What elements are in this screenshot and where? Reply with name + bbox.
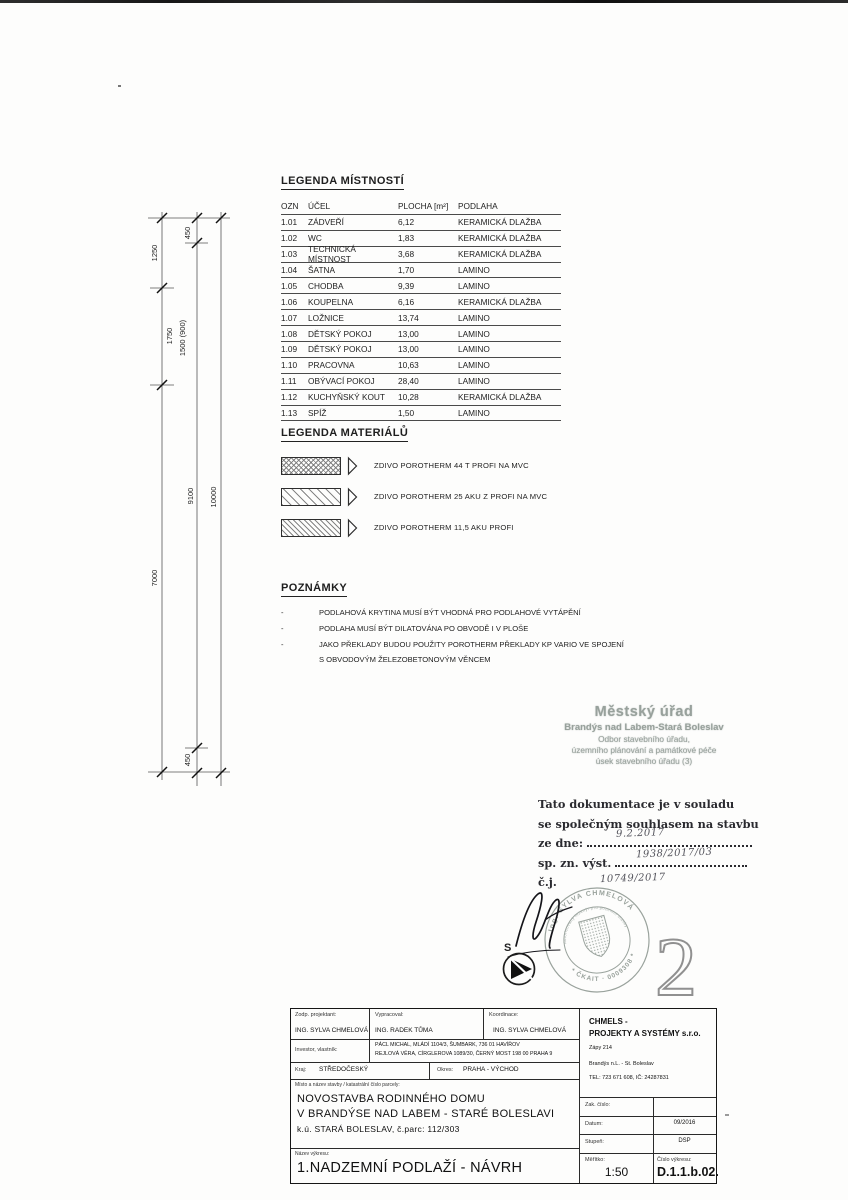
handwritten-date: 9.2.2017 (615, 827, 665, 840)
materials-legend-list (281, 450, 611, 543)
dim-label-450-top: 450 (183, 226, 192, 240)
room-floor: LAMINO (458, 265, 490, 275)
room-number: 1.04 (281, 265, 298, 275)
list-item (281, 450, 611, 481)
value-koordinace: ING. SYLVA CHMELOVÁ (493, 1027, 567, 1034)
value-meritko: 1:50 (604, 1165, 629, 1179)
room-area: 9,39 (398, 280, 415, 291)
copy-number: 2 (655, 921, 697, 1005)
room-number: 1.11 (281, 376, 297, 387)
note-bullet: - (281, 608, 284, 617)
office-dept-3: úsek stavebního úřadu (3) (595, 756, 693, 766)
room-number: 1.09 (281, 344, 298, 355)
room-number: 1.07 (281, 312, 298, 323)
label-kraj: Kraj: (295, 1067, 307, 1073)
dim-label-1750: 1750 (165, 327, 174, 345)
note-text: PODLAHA MUSÍ BÝT DILATOVÁNA PO OBVODĚ I V PLOŠE (319, 623, 529, 633)
scan-artifact-top-edge (0, 0, 848, 3)
list-item (281, 512, 611, 543)
material-label: ZDIVO POROTHERM 44 T PROFI NA MVC (374, 461, 529, 470)
room-floor: KERAMICKÁ DLAŽBA (458, 233, 542, 244)
value-vypracoval: ING. RADEK TŮMA (375, 1027, 433, 1034)
room-name: SPÍŽ (308, 408, 327, 419)
col-header-plocha: PLOCHA [m²] (398, 201, 449, 212)
room-number: 1.13 (281, 408, 298, 419)
room-floor: LAMINO (458, 328, 490, 339)
table-row (281, 406, 561, 422)
value-stupen: DSP (678, 1138, 691, 1144)
dotted-leader (587, 838, 752, 847)
list-item (281, 637, 641, 653)
room-floor: LAMINO (458, 376, 490, 387)
table-row (281, 310, 561, 326)
table-row (281, 374, 561, 390)
room-floor: LAMINO (458, 280, 490, 291)
label-investor: Investor, vlastník: (295, 1047, 338, 1053)
room-number: 1.08 (281, 328, 298, 339)
room-name: DĚTSKÝ POKOJ (308, 328, 372, 339)
office-dept-2: územního plánování a památkové péče (571, 745, 717, 755)
col-header-ozn: OZN (281, 201, 299, 212)
dim-label-7000: 7000 (150, 569, 159, 587)
list-item (281, 605, 641, 621)
room-area: 10,28 (398, 392, 419, 403)
office-name: Městský úřad (594, 704, 694, 720)
approval-spzn-line (538, 846, 778, 870)
table-row (281, 278, 561, 294)
room-area: 6,16 (398, 296, 415, 307)
stamp-shield-emblem (579, 915, 614, 959)
room-area: 6,12 (398, 217, 415, 228)
room-floor: LAMINO (458, 312, 490, 323)
room-name: KUCHYŇSKÝ KOUT (308, 392, 385, 403)
dim-label-10000: 10000 (209, 486, 218, 508)
room-area: 13,00 (398, 344, 419, 355)
table-row (281, 326, 561, 342)
room-area: 1,70 (398, 265, 415, 275)
room-legend-rows (281, 215, 561, 422)
room-legend-table (281, 199, 561, 421)
room-floor: KERAMICKÁ DLAŽBA (458, 249, 542, 260)
label-meritko: Měřítko: (585, 1157, 605, 1163)
table-row (281, 358, 561, 374)
stamp-name-arc: Ing. SYLVA CHMELOVÁ (547, 889, 635, 933)
room-name: OBÝVACÍ POKOJ (308, 376, 375, 387)
hatch-swatch (281, 519, 341, 537)
s-logo-letter: S (504, 942, 512, 954)
label-koordinace: Koordinace: (489, 1012, 519, 1018)
label-vypracoval: Vypracoval: (375, 1012, 404, 1018)
dimension-chains (140, 205, 240, 805)
room-legend-title: LEGENDA MÍSTNOSTÍ (281, 175, 404, 190)
approval-line-1: Tato dokumentace je v souladu (538, 797, 735, 811)
room-name: PRACOVNA (308, 360, 355, 371)
hatch-swatch (281, 457, 341, 475)
value-zodp-projektant: ING. SYLVA CHMELOVÁ (295, 1027, 369, 1034)
spzn-label: sp. zn. výst. (538, 855, 612, 870)
notes-title: POZNÁMKY (281, 582, 347, 597)
col-header-podlaha: PODLAHA (458, 201, 498, 212)
table-row (281, 263, 561, 279)
site-line-3: k.ú. STARÁ BOLESLAV, č.parc: 112/303 (297, 1124, 460, 1134)
room-number: 1.12 (281, 392, 298, 403)
room-floor: LAMINO (458, 360, 490, 371)
room-name: ZÁDVEŘÍ (308, 217, 344, 228)
room-floor: LAMINO (458, 344, 490, 355)
cj-label: č.j. (538, 875, 557, 889)
room-number: 1.02 (281, 233, 298, 244)
room-legend-header (281, 199, 561, 215)
table-row (281, 390, 561, 406)
room-area: 1,83 (398, 233, 415, 244)
handwritten-cj: 10749/2017 (599, 871, 666, 886)
label-datum: Datum: (585, 1121, 603, 1127)
site-line-2: V BRANDÝSE NAD LABEM - STARÉ BOLESLAVI (297, 1108, 555, 1120)
company-addr-2: Brandýs n.L. - St. Boleslav (589, 1061, 654, 1067)
scan-speck (725, 1114, 729, 1116)
pointer-flag-icon (347, 487, 358, 507)
round-authorization-stamp (533, 876, 660, 1003)
date-label: ze dne: (538, 836, 584, 850)
approval-line-2: se společným souhlasem na stavbu (538, 816, 759, 831)
material-label: ZDIVO POROTHERM 11,5 AKU PROFI (374, 523, 514, 532)
room-name: KOUPELNA (308, 296, 354, 307)
note-bullet: - (281, 639, 284, 649)
dim-label-1250: 1250 (150, 244, 159, 262)
col-header-ucel: ÚČEL (308, 201, 331, 212)
label-stupen: Stupeň: (585, 1139, 604, 1145)
dim-label-9100: 9100 (186, 487, 195, 505)
s-logo (504, 942, 535, 985)
office-dept-1: Odbor stavebního úřadu, (598, 734, 690, 744)
stamp-inner-arc: Autorizovaný inženýr pro pozemní stavby (561, 904, 630, 945)
pointer-flag-icon (347, 456, 358, 476)
room-name: LOŽNICE (308, 312, 344, 323)
table-row (281, 342, 561, 358)
company-name-1: CHMELS - (589, 1017, 628, 1026)
room-area: 28,40 (398, 376, 419, 387)
note-bullet: - (281, 623, 284, 633)
room-name: CHODBA (308, 280, 344, 291)
value-okres: PRAHA - VÝCHOD (463, 1066, 519, 1073)
title-block (290, 1008, 717, 1184)
dim-label-1500-900: 1500 (900) (178, 319, 187, 357)
room-number: 1.03 (281, 249, 298, 260)
value-kraj: STŘEDOČESKÝ (319, 1066, 369, 1073)
notes-list (281, 605, 641, 668)
table-row (281, 215, 561, 231)
label-zodp-projektant: Zodp. projektant: (295, 1012, 337, 1018)
label-misto-stavby: Místo a název stavby / katastrální číslo parcely: (295, 1082, 400, 1088)
materials-legend-title: LEGENDA MATERIÁLŮ (281, 427, 408, 442)
label-zak-cislo: Zak. číslo: (585, 1102, 611, 1108)
site-line-1: NOVOSTAVBA RODINNÉHO DOMU (297, 1093, 486, 1105)
hatch-swatch (281, 488, 341, 506)
company-addr-3: TEL: 723 671 608, IČ: 24287831 (589, 1075, 669, 1081)
dim-label-450-bottom: 450 (183, 753, 192, 767)
room-name: DĚTSKÝ POKOJ (308, 344, 372, 355)
list-item (281, 652, 641, 668)
office-city: Brandýs nad Labem-Stará Boleslav (564, 722, 724, 733)
handwritten-spzn: 1938/2017/03 (635, 846, 713, 860)
room-area: 3,68 (398, 249, 415, 260)
note-text: PODLAHOVÁ KRYTINA MUSÍ BÝT VHODNÁ PRO PODLAHOVÉ VYTÁPĚNÍ (319, 608, 581, 617)
signature (508, 893, 572, 957)
list-item (281, 481, 611, 512)
room-number: 1.05 (281, 280, 298, 291)
table-row (281, 294, 561, 310)
label-cislo-vykresu: Číslo výkresu: (657, 1157, 692, 1163)
value-cislo-vykresu: D.1.1.b.02. (657, 1165, 719, 1179)
room-floor: KERAMICKÁ DLAŽBA (458, 217, 542, 228)
note-text: S OBVODOVÝM ŽELEZOBETONOVÝM VĚNCEM (319, 655, 491, 665)
label-nazev-vykresu: Název výkresu: (295, 1151, 330, 1157)
company-addr-1: Zápy 214 (589, 1045, 612, 1051)
municipal-office-stamp (528, 704, 760, 766)
room-area: 1,50 (398, 408, 415, 419)
room-number: 1.06 (281, 296, 298, 307)
room-floor: KERAMICKÁ DLAŽBA (458, 296, 542, 307)
room-name: TECHNICKÁ MÍSTNOST (308, 244, 356, 265)
material-label: ZDIVO POROTHERM 25 AKU Z PROFI NA MVC (374, 492, 548, 501)
room-name: ŠATNA (308, 265, 336, 275)
list-item (281, 621, 641, 637)
stamp-and-signature-area (480, 875, 740, 1005)
value-datum: 09/2016 (673, 1120, 696, 1126)
room-area: 13,74 (398, 312, 419, 323)
room-floor: KERAMICKÁ DLAŽBA (458, 392, 542, 403)
room-name: WC (308, 233, 322, 244)
room-area: 13,00 (398, 328, 419, 339)
drawing-title: 1.NADZEMNÍ PODLAŽÍ - NÁVRH (297, 1160, 523, 1176)
note-text: JAKO PŘEKLADY BUDOU POUŽITY POROTHERM PŘEKLADY KP VARIO VE SPOJENÍ (319, 639, 624, 649)
room-floor: LAMINO (458, 408, 490, 419)
scan-speck (118, 85, 121, 87)
value-investor-2: REJLOVÁ VĚRA, CÍRGLEROVA 1089/30, ČERNÝ MOST 198 00 PRAHA 9 (375, 1051, 553, 1057)
stamp-ckait-arc: * ČKAIT · 0009308 * (569, 952, 638, 984)
company-name-2: PROJEKTY A SYSTÉMY s.r.o. (589, 1029, 701, 1038)
table-row (281, 244, 561, 265)
value-investor-1: PÁCL MICHAL, MLÁDÍ 1104/3, ŠUMBARK, 736 01 HAVÍŘOV (375, 1042, 520, 1048)
label-okres: Okres: (437, 1067, 454, 1073)
note-bullet (281, 652, 319, 668)
pointer-flag-icon (347, 518, 358, 538)
room-area: 10,63 (398, 360, 419, 371)
room-number: 1.10 (281, 360, 298, 371)
room-number: 1.01 (281, 217, 298, 228)
